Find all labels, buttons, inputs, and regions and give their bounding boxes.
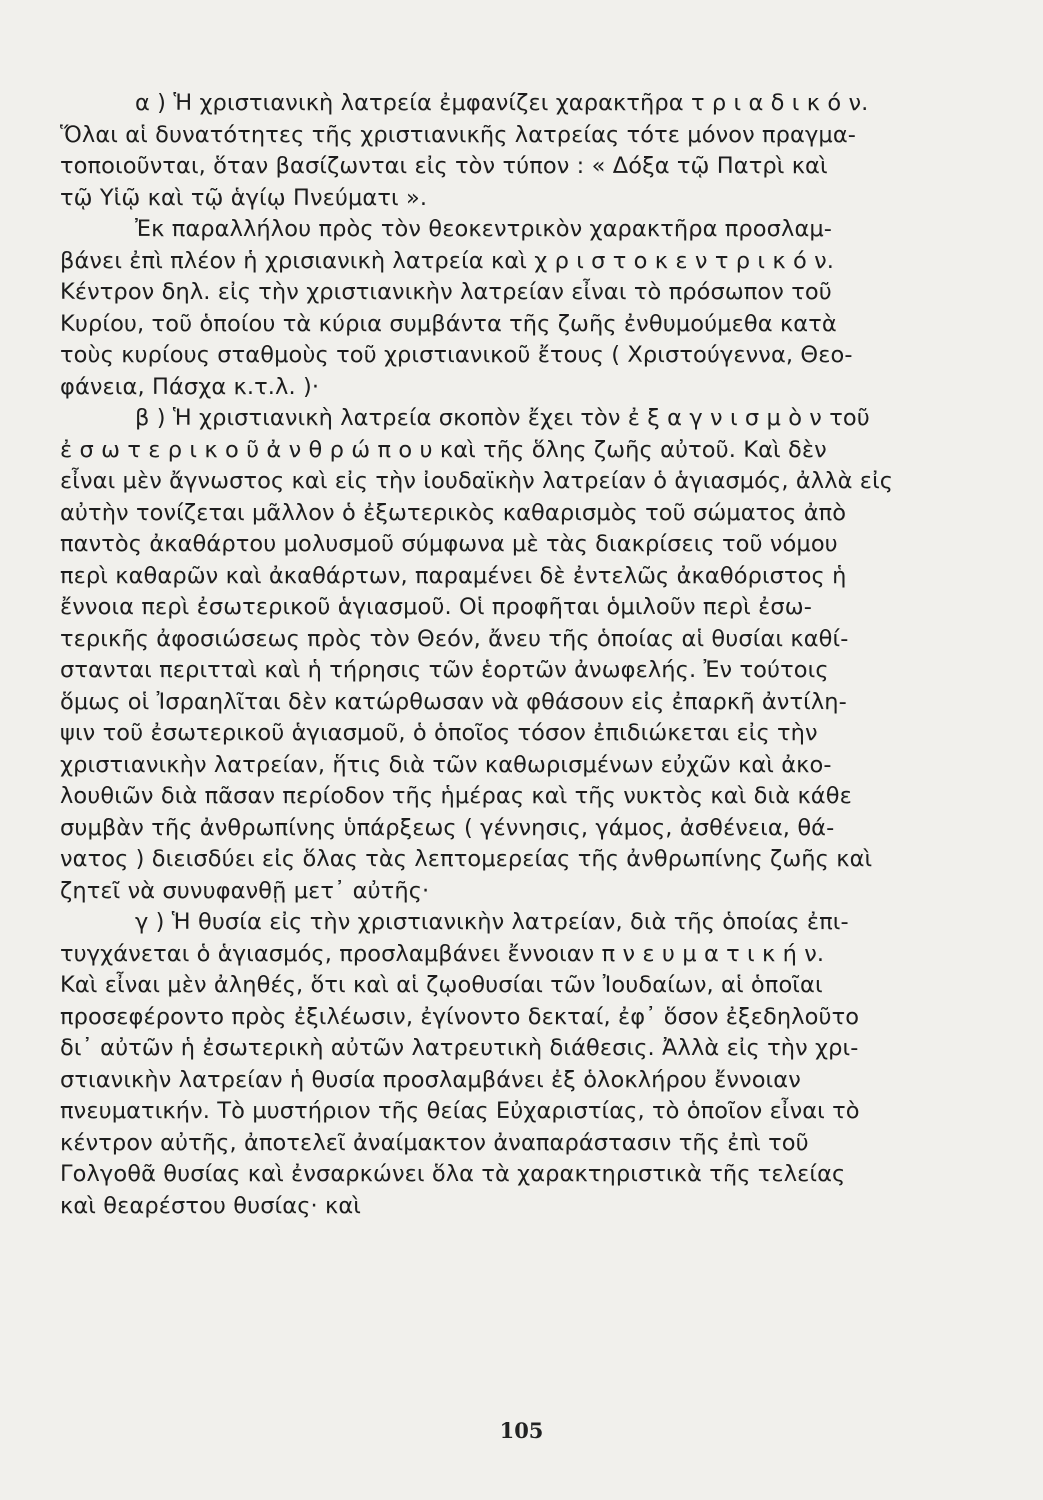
text-line: λουθιῶν διὰ πᾶσαν περίοδον τῆς ἡμέρας καὶ τῆς νυκτὸς καὶ διὰ κάθε bbox=[60, 783, 852, 809]
text-line: παντὸς ἀκαθάρτου μολυσμοῦ σύμφωνα μὲ τὰς διακρίσεις τοῦ νόμου bbox=[60, 531, 838, 557]
text-line: εἶναι μὲν ἄγνωστος καὶ εἰς τὴν ἰουδαϊκὴν λατρείαν ὁ ἁγιασμός, ἀλλὰ εἰς bbox=[60, 468, 894, 494]
text-line: χριστιανικὴν λατρείαν, ἥτις διὰ τῶν καθωρισμένων εὐχῶν καὶ ἀκο- bbox=[60, 751, 832, 778]
text-line: φάνεια, Πάσχα κ.τ.λ. )· bbox=[60, 373, 320, 400]
text-line: αὐτὴν τονίζεται μᾶλλον ὁ ἐξωτερικὸς καθαρισμὸς τοῦ σώματος ἀπὸ bbox=[60, 499, 847, 526]
text-line: γ ) Ἡ θυσία εἰς τὴν χριστιανικὴν λατρείαν, διὰ τῆς ὁποίας ἐπι- bbox=[135, 909, 849, 935]
text-line: τοὺς κυρίους σταθμοὺς τοῦ χριστιανικοῦ ἔτους ( Χριστούγεννα, Θεο- bbox=[60, 342, 853, 368]
text-line: β ) Ἡ χριστιανικὴ λατρεία σκοπὸν ἔχει τὸν ἐ ξ α γ ν ι σ μ ὸ ν τοῦ bbox=[135, 405, 870, 431]
text-line: Καὶ εἶναι μὲν ἀληθές, ὅτι καὶ αἱ ζῳοθυσίαι τῶν Ἰουδαίων, αἱ ὁποῖαι bbox=[60, 972, 823, 998]
text-line: Γολγοθᾶ θυσίας καὶ ἐνσαρκώνει ὅλα τὰ χαρακτηριστικὰ τῆς τελείας bbox=[60, 1161, 846, 1187]
text-line: ζητεῖ νὰ συνυφανθῇ μετ᾿ αὐτῆς· bbox=[60, 877, 430, 904]
text-line: συμβὰν τῆς ἀνθρωπίνης ὑπάρξεως ( γέννησις, γάμος, ἀσθένεια, θά- bbox=[60, 814, 835, 841]
text-line: Ὅλαι αἱ δυνατότητες τῆς χριστιανικῆς λατρείας τότε μόνον πραγμα- bbox=[60, 121, 856, 148]
text-line: περὶ καθαρῶν καὶ ἀκαθάρτων, παραμένει δὲ ἐντελῶς ἀκαθόριστος ἡ bbox=[60, 562, 847, 589]
text-line: ψιν τοῦ ἐσωτερικοῦ ἁγιασμοῦ, ὁ ὁποῖος τόσον ἐπιδιώκεται εἰς τὴν bbox=[60, 720, 818, 746]
text-line: α ) Ἡ χριστιανικὴ λατρεία ἐμφανίζει χαρακτῆρα τ ρ ι α δ ι κ ό ν. bbox=[135, 90, 869, 116]
text-line: δι᾿ αὐτῶν ἡ ἐσωτερικὴ αὐτῶν λατρευτικὴ διάθεσις. Ἀλλὰ εἰς τὴν χρι- bbox=[60, 1035, 859, 1061]
text-line: τοποιοῦνται, ὅταν βασίζωνται εἰς τὸν τύπον : « Δόξα τῷ Πατρὶ καὶ bbox=[60, 153, 828, 179]
page-number: 105 bbox=[499, 1418, 544, 1443]
text-line: ἔννοια περὶ ἐσωτερικοῦ ἁγιασμοῦ. Οἱ προφῆται ὁμιλοῦν περὶ ἐσω- bbox=[60, 594, 812, 620]
text-line: καὶ θεαρέστου θυσίας· καὶ bbox=[60, 1192, 362, 1219]
text-line: ὅμως οἱ Ἰσραηλῖται δὲν κατώρθωσαν νὰ φθάσουν εἰς ἐπαρκῆ ἀντίλη- bbox=[60, 688, 847, 715]
text-line: προσεφέροντο πρὸς ἐξιλέωσιν, ἐγίνοντο δεκταί, ἐφ᾿ ὅσον ἐξεδηλοῦτο bbox=[60, 1003, 860, 1030]
text-line: τερικῆς ἀφοσιώσεως πρὸς τὸν Θεόν, ἄνευ τῆς ὁποίας αἱ θυσίαι καθί- bbox=[60, 625, 849, 652]
text-line: κέντρον αὐτῆς, ἀποτελεῖ ἀναίμακτον ἀναπαράστασιν τῆς ἐπὶ τοῦ bbox=[60, 1129, 809, 1156]
body-text bbox=[60, 88, 942, 1222]
text-line: Ἐκ παραλλήλου πρὸς τὸν θεοκεντρικὸν χαρακτῆρα προσλαμ- bbox=[135, 216, 833, 242]
text-line: στανται περιτταὶ καὶ ἡ τήρησις τῶν ἑορτῶν ἀνωφελής. Ἐν τούτοις bbox=[60, 657, 829, 683]
text-line: Κέντρον δηλ. εἰς τὴν χριστιανικὴν λατρείαν εἶναι τὸ πρόσωπον τοῦ bbox=[60, 279, 832, 305]
text-line: Κυρίου, τοῦ ὁποίου τὰ κύρια συμβάντα τῆς ζωῆς ἐνθυμούμεθα κατὰ bbox=[60, 310, 837, 337]
text-line: τῷ Υἱῷ καὶ τῷ ἁγίῳ Πνεύματι ». bbox=[60, 184, 428, 211]
text-line: στιανικὴν λατρείαν ἡ θυσία προσλαμβάνει ἐξ ὁλοκλήρου ἔννοιαν bbox=[60, 1066, 801, 1093]
text-line: ἐ σ ω τ ε ρ ι κ ο ῦ ἀ ν θ ρ ώ π ο υ καὶ τῆς ὅλης ζωῆς αὐτοῦ. Καὶ δὲν bbox=[60, 436, 827, 463]
text-line: νατος ) διεισδύει εἰς ὅλας τὰς λεπτομερείας τῆς ἀνθρωπίνης ζωῆς καὶ bbox=[60, 846, 873, 872]
text-line: βάνει ἐπὶ πλέον ἡ χρισιανικὴ λατρεία καὶ χ ρ ι σ τ ο κ ε ν τ ρ ι κ ό ν. bbox=[60, 247, 834, 274]
text-line: πνευματικήν. Τὸ μυστήριον τῆς θείας Εὐχαριστίας, τὸ ὁποῖον εἶναι τὸ bbox=[60, 1098, 860, 1124]
text-line: τυγχάνεται ὁ ἁγιασμός, προσλαμβάνει ἔννοιαν π ν ε υ μ α τ ι κ ή ν. bbox=[60, 940, 825, 967]
